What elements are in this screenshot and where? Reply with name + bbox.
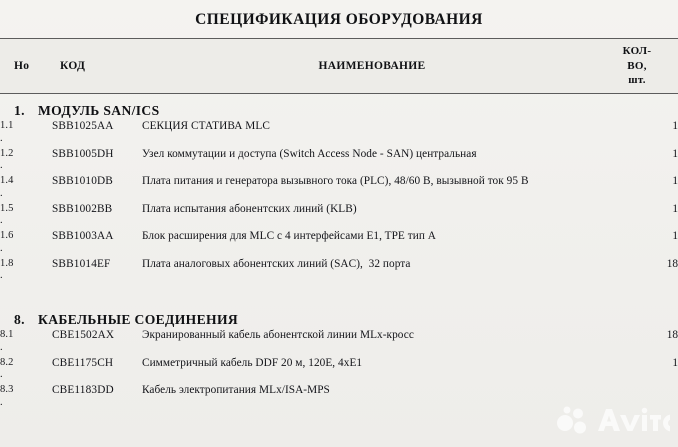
row-number-cell bbox=[0, 203, 52, 231]
row-name: Плата испытания абонентских линий (KLB) bbox=[142, 202, 357, 215]
row-number-dot: . bbox=[0, 270, 3, 281]
row-number: 1.5 bbox=[0, 202, 14, 214]
row-code: CBE1175CH bbox=[52, 356, 114, 369]
section-heading-cell bbox=[0, 94, 678, 121]
row-code: SBB1003AA bbox=[52, 230, 114, 242]
row-quantity: 1 bbox=[672, 120, 678, 132]
table-row bbox=[0, 258, 678, 286]
row-number: 8.3 bbox=[0, 384, 14, 395]
section-number: 8. bbox=[14, 312, 25, 327]
row-number-dot: . bbox=[0, 369, 3, 380]
column-header-quantity bbox=[602, 39, 678, 94]
section-title: КАБЕЛЬНЫЕ СОЕДИНЕНИЯ bbox=[38, 312, 239, 327]
page-title: СПЕЦИФИКАЦИЯ ОБОРУДОВАНИЯ bbox=[195, 11, 483, 28]
section-heading bbox=[0, 94, 678, 120]
row-number: 1.8 bbox=[0, 257, 14, 269]
row-code: SBB1010DB bbox=[52, 175, 113, 187]
row-number-cell bbox=[0, 230, 52, 258]
table-header bbox=[0, 39, 678, 94]
row-quantity: 18 bbox=[666, 257, 678, 270]
row-quantity: 1 bbox=[672, 147, 678, 160]
row-number: 1.1 bbox=[0, 120, 14, 131]
section-heading bbox=[0, 285, 678, 329]
row-code: CBE1183DD bbox=[52, 384, 114, 396]
section-heading-cell bbox=[0, 285, 678, 329]
column-header-quantity-line3: шт. bbox=[628, 74, 646, 87]
row-name: СЕКЦИЯ СТАТИВА MLC bbox=[142, 120, 270, 132]
row-code: SBB1002BB bbox=[52, 202, 113, 215]
row-number: 1.6 bbox=[0, 230, 14, 241]
column-header-quantity-line1: КОЛ- bbox=[622, 44, 652, 57]
row-name: Симметричный кабель DDF 20 м, 120E, 4xE1 bbox=[142, 356, 363, 369]
row-code: SBB1014EF bbox=[52, 257, 111, 270]
row-code: SBB1005DH bbox=[52, 147, 114, 160]
row-number-cell bbox=[0, 357, 52, 385]
row-number-dot: . bbox=[0, 160, 3, 171]
row-number-cell bbox=[0, 120, 52, 148]
row-number-dot: . bbox=[0, 187, 3, 199]
column-header-code: КОД bbox=[52, 39, 142, 94]
column-header-quantity-line2: ВО, bbox=[627, 59, 647, 72]
row-quantity: 1 bbox=[672, 230, 678, 242]
section-number: 1. bbox=[14, 103, 25, 118]
row-name: Плата питания и генератора вызывного тока (PLC), 48/60 В, вызывной ток 95 В bbox=[142, 175, 529, 187]
row-number-dot: . bbox=[0, 215, 3, 226]
table-row bbox=[0, 175, 678, 203]
row-number-dot: . bbox=[0, 341, 3, 353]
row-name: Блок расширения для MLC с 4 интерфейсами E1, TPE тип A bbox=[142, 230, 437, 242]
table-row bbox=[0, 148, 678, 176]
row-number-cell bbox=[0, 258, 52, 286]
table-row bbox=[0, 230, 678, 258]
row-number-dot: . bbox=[0, 242, 3, 254]
table-row bbox=[0, 357, 678, 385]
table-row bbox=[0, 329, 678, 357]
row-number: 8.2 bbox=[0, 356, 14, 368]
row-quantity bbox=[602, 384, 678, 412]
row-quantity: 1 bbox=[672, 356, 678, 369]
row-code: CBE1502AX bbox=[52, 329, 115, 341]
column-header-no: Но bbox=[0, 39, 52, 94]
table-row bbox=[0, 384, 678, 412]
table-header-row bbox=[0, 39, 678, 94]
row-quantity: 1 bbox=[672, 175, 678, 187]
row-name: Узел коммутации и доступа (Switch Access Node - SAN) центральная bbox=[142, 147, 477, 160]
specification-table bbox=[0, 38, 678, 412]
row-name: Экранированный кабель абонентской линии MLx-кросс bbox=[142, 329, 414, 341]
row-name: Плата аналоговых абонентских линий (SAC), 32 порта bbox=[142, 257, 411, 270]
row-name: Кабель электропитания MLx/ISA-MPS bbox=[142, 384, 330, 396]
table-row bbox=[0, 203, 678, 231]
row-code: SBB1025AA bbox=[52, 120, 114, 132]
section-heading-row bbox=[0, 94, 678, 121]
row-number-cell bbox=[0, 148, 52, 176]
section-title: МОДУЛЬ SAN/ICS bbox=[38, 103, 160, 118]
table-body bbox=[0, 94, 678, 412]
row-quantity: 1 bbox=[672, 202, 678, 215]
table-row bbox=[0, 120, 678, 148]
row-number: 1.4 bbox=[0, 175, 14, 186]
row-number-cell bbox=[0, 384, 52, 412]
row-number-cell bbox=[0, 175, 52, 203]
row-quantity: 18 bbox=[666, 329, 678, 341]
row-number-dot: . bbox=[0, 396, 3, 408]
row-number: 1.2 bbox=[0, 147, 14, 159]
section-heading-row bbox=[0, 285, 678, 329]
row-number: 8.1 bbox=[0, 329, 14, 340]
row-number-cell bbox=[0, 329, 52, 357]
column-header-name: НАИМЕНОВАНИЕ bbox=[142, 39, 602, 94]
row-number-dot: . bbox=[0, 132, 3, 144]
